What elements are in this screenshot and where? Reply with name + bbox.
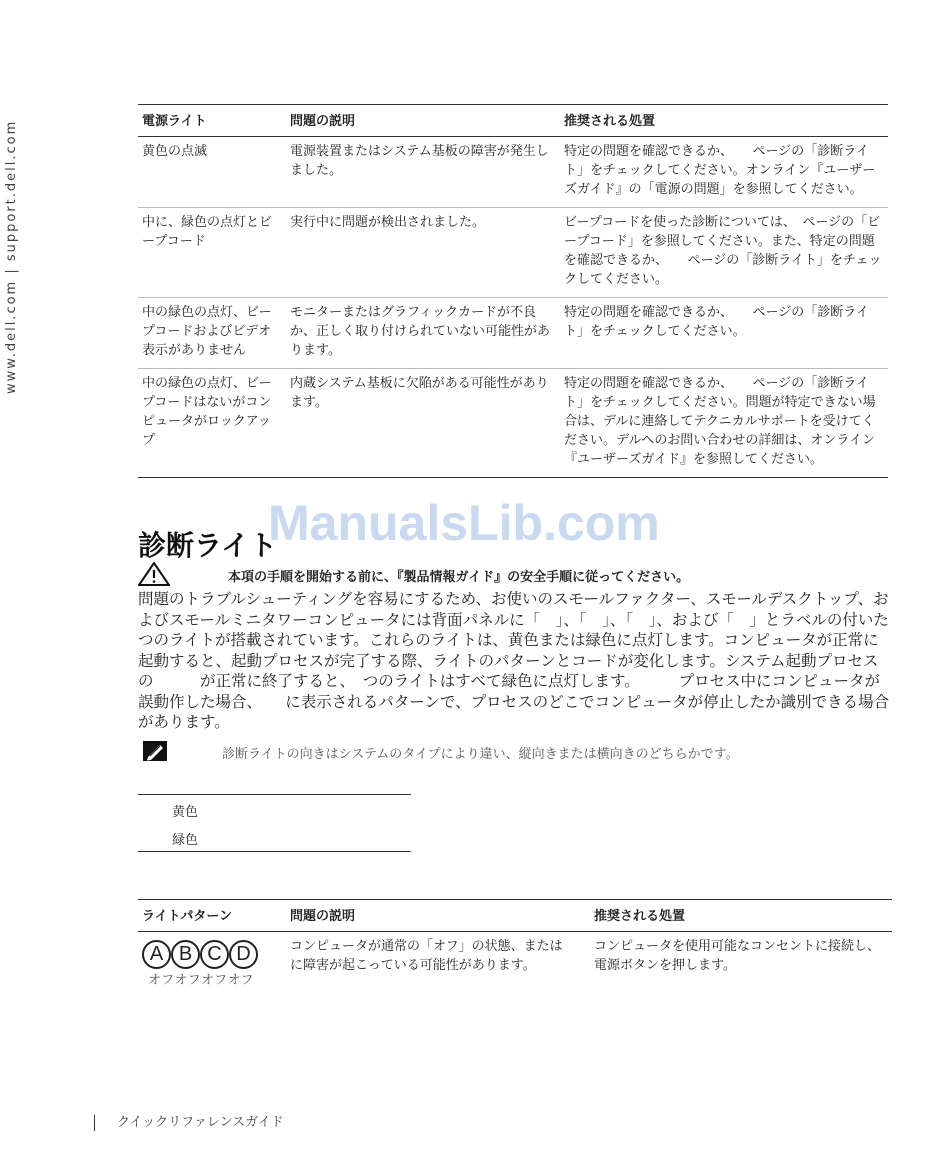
- table-header: 推奨される処置: [560, 105, 888, 137]
- footer-text: クイックリファレンスガイド: [117, 1115, 284, 1130]
- note-pencil-icon: [142, 740, 168, 762]
- table-header-row: [138, 105, 888, 137]
- warning-text: 本項の手順を開始する前に、『製品情報ガイド』の安全手順に従ってください。: [228, 570, 690, 585]
- color-legend: [138, 794, 411, 852]
- table-cell: 特定の問題を確認できるか、 ページの「診断ライト」をチェックしてください。オンライン『ユーザーズガイド』の「電源の問題」を参照してください。: [560, 137, 888, 208]
- footer: [94, 1111, 284, 1131]
- light-a-icon: A: [142, 940, 171, 969]
- legend-item: 黄色: [172, 805, 199, 820]
- table-row: [138, 298, 888, 369]
- table-header: ライトパターン: [138, 900, 286, 932]
- table-row: [138, 208, 888, 298]
- light-indicators: [142, 940, 282, 969]
- lights-state-label: オフオフオフオフ: [148, 973, 255, 988]
- table-cell: ビープコードを使った診断については、 ページの「ビープコード」を参照してください。また、特定の問題を確認できるか、 ページの「診断ライト」をチェックしてください。: [560, 208, 888, 298]
- table-cell: 特定の問題を確認できるか、 ページの「診断ライト」をチェックしてください。問題が特定できない場合は、デルに連絡してテクニカルサポートを受けてください。デルへのお問い合わせの詳細は、オンライン『ユーザーズガイド』を参照してください。: [560, 369, 888, 478]
- table-row: [138, 369, 888, 478]
- table-header-row: [138, 900, 892, 932]
- side-url-text: www.dell.com | support.dell.com: [4, 119, 19, 394]
- table-header: 電源ライト: [138, 105, 286, 137]
- footer-divider: [94, 1115, 95, 1131]
- table-cell: 中の緑色の点灯、ビープコードはないがコンピュータがロックアップ: [138, 369, 286, 478]
- table-cell: モニターまたはグラフィックカードが不良か、正しく取り付けられていない可能性があります。: [286, 298, 560, 369]
- table-header: 問題の説明: [286, 900, 590, 932]
- warning-icon: [138, 562, 170, 586]
- table-cell: 特定の問題を確認できるか、 ページの「診断ライト」をチェックしてください。: [560, 298, 888, 369]
- note: [138, 740, 888, 766]
- table-cell: 実行中に問題が検出されました。: [286, 208, 560, 298]
- warning-notice: [138, 560, 888, 588]
- light-pattern-cell: [138, 932, 286, 997]
- light-c-icon: C: [200, 940, 229, 969]
- table-header: 推奨される処置: [590, 900, 892, 932]
- body-paragraph: 問題のトラブルシューティングを容易にするため、お使いのスモールファクター、スモールデスクトップ、およびスモールミニタワーコンピュータには背面パネルに「 」、「 」、「 」、および「 」とラベルの付いた つのライトが搭載されています。これらのライトは、黄色または緑色に点灯します。コンピュータが正常に起動すると、起動プロセスが完了する際、ライトのパターンとコードが変化します。システム起動プロセスの が正常に終了すると、 つのライトはすべて緑色に点灯します。 プロセス中にコンピュータが誤動作した場合、 に表示されるパターンで、プロセスのどこでコンピュータが停止したか識別できる場合があります。: [138, 590, 905, 731]
- legend-item: 緑色: [172, 833, 199, 848]
- table-cell: 内蔵システム基板に欠陥がある可能性があります。: [286, 369, 560, 478]
- light-d-icon: D: [229, 940, 258, 969]
- side-url: [4, 104, 22, 394]
- power-light-table: [138, 104, 888, 478]
- note-text: 診断ライトの向きはシステムのタイプにより違い、縦向きまたは横向きのどちらかです。: [222, 747, 739, 762]
- watermark: ManualsLib.com: [268, 495, 660, 551]
- table-cell: コンピュータが通常の「オフ」の状態、または に障害が起こっている可能性があります。: [290, 939, 602, 973]
- light-pattern-table: [138, 899, 892, 996]
- section-title: 診断ライト: [138, 529, 278, 562]
- table-cell: 黄色の点滅: [138, 137, 286, 208]
- table-cell: コンピュータを使用可能なコンセントに接続し、電源ボタンを押します。: [594, 939, 881, 973]
- table-row: [138, 932, 892, 997]
- table-header: 問題の説明: [286, 105, 560, 137]
- table-cell: 電源装置またはシステム基板の障害が発生しました。: [286, 137, 560, 208]
- table-row: [138, 137, 888, 208]
- table-cell: 中の緑色の点灯、ビープコードおよびビデオ表示がありません: [138, 298, 286, 369]
- table-cell: 中に、緑色の点灯とビープコード: [138, 208, 286, 298]
- light-b-icon: B: [171, 940, 200, 969]
